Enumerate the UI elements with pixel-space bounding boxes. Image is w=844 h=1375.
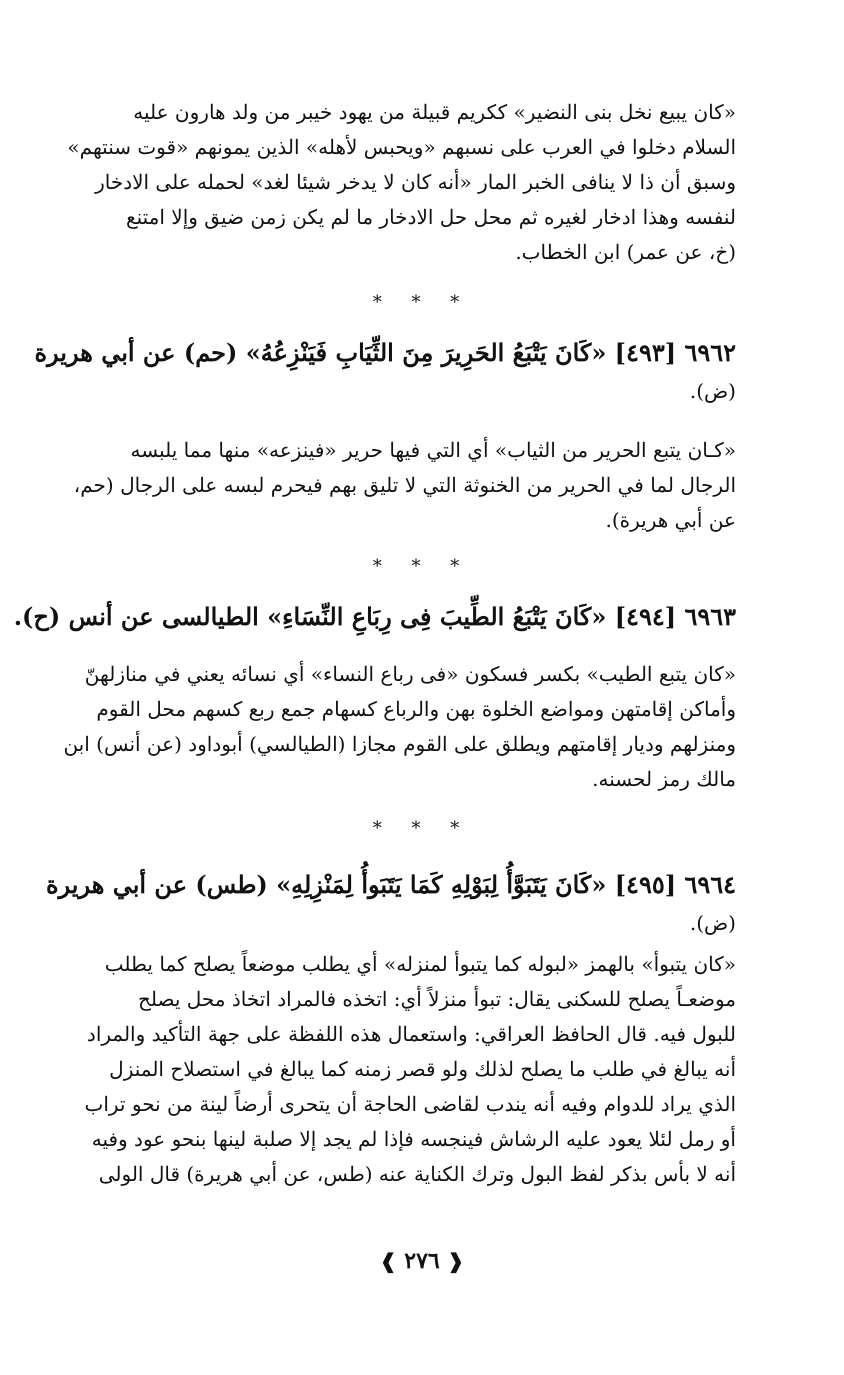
hadith-line: ٦٩٦٣ [٤٩٤] «كَانَ يَتْبَعُ الطِّيبَ فِى رِبَاعِ النِّسَاءِ» الطيالسى عن أنس (ح).	[13, 602, 736, 631]
ornament-icon: ❰	[447, 1249, 465, 1273]
text-line: الذي يراد للدوام وفيه أنه يندب لقاضى الحاجة أن يتحرى أرضاً لينة من نحو تراب	[84, 1092, 736, 1116]
text-line: لنفسه وهذا ادخار لغيره ثم محل حل الادخار ما لم يكن زمن ضيق وإلا امتنع	[125, 205, 736, 229]
text-line: الرجال لما في الحرير من الخنوثة التي لا تليق بهم فيحرم لبسه على الرجال (حم،	[73, 473, 736, 497]
text-line: أنه لا بأس بذكر لفظ البول وترك الكناية عنه (طس، عن أبي هريرة) قال الولى	[98, 1162, 736, 1186]
text-line: للبول فيه. قال الحافظ العراقي: واستعمال هذه اللفظة على جهة التأكيد والمراد	[86, 1022, 736, 1046]
text-line: موضعـاً يصلح للسكنى يقال: تبوأ منزلاً أي: اتخذه فالمراد اتخاذ محل يصلح	[137, 987, 736, 1011]
hadith-heading	[13, 598, 736, 636]
hadith-line: ٦٩٦٤ [٤٩٥] «كَانَ يَتَبَوَّأُ لِبَوْلِهِ كَمَا يَتَبَوأُ لِمَنْزِلِهِ» (طس) عن أبي هريرة	[45, 870, 736, 899]
text-line: أنه يبالغ في طلب ما يصلح لذلك ولو قصر زمنه كما يبالغ في استصلاح المنزل	[109, 1057, 736, 1081]
commentary-paragraph	[52, 947, 736, 1192]
page-number-value: ٢٧٦	[404, 1248, 440, 1274]
hadith-line: ٦٩٦٢ [٤٩٣] «كَانَ يَتْبَعُ الحَرِيرَ مِنَ الثِّيَابِ فَيَنْزِعُهُ» (حم) عن أبي هريرة	[34, 338, 736, 367]
text-line: وأماكن إقامتهن ومواضع الخلوة بهن والرباع كسهام جمع ربع كسهم محل القوم	[96, 697, 736, 721]
text-line: عن أبي هريرة).	[605, 508, 736, 532]
commentary-paragraph	[52, 433, 736, 538]
hadith-line: (ض).	[689, 379, 736, 403]
page-number	[0, 1248, 844, 1274]
section-separator: * * *	[372, 292, 472, 313]
text-line: وسبق أن ذا لا ينافى الخبر المار «أنه كان لا يدخر شيئا لغد» لحمله على الادخار	[95, 170, 736, 194]
text-line: «كان يبيع نخل بنى النضير» ككريم قبيلة من يهود خيبر من ولد هارون عليه	[133, 100, 736, 124]
section-separator: * * *	[372, 818, 472, 839]
text-line: «كـان يتبع الحرير من الثياب» أي التي فيها حرير «فينزعه» منها مما يلبسه	[130, 438, 736, 462]
commentary-paragraph	[52, 95, 736, 270]
text-line: أو رمل لئلا يعود عليه الرشاش فينجسه فإذا لم يجد إلا صلبة لينها بنحو عود وفيه	[91, 1127, 736, 1151]
text-line: (خ، عن عمر) ابن الخطاب.	[515, 240, 736, 264]
ornament-icon: ❱	[379, 1249, 397, 1273]
text-line: ومنزلهم وديار إقامتهم ويطلق على القوم مجازا (الطيالسي) أبوداود (عن أنس) ابن	[63, 732, 736, 756]
text-line: مالك رمز لحسنه.	[592, 767, 736, 791]
text-line: «كان يتبوأ» بالهمز «لبوله كما يتبوأ لمنزله» أي يطلب موضعاً يصلح كما يطلب	[104, 952, 736, 976]
commentary-paragraph	[52, 657, 736, 797]
hadith-heading	[34, 334, 736, 410]
text-line: «كان يتبع الطيب» بكسر فسكون «فى رباع النساء» أي نسائه يعني في منازلهنّ	[84, 662, 736, 686]
text-line: السلام دخلوا في العرب على نسبهم «ويحبس لأهله» الذين يمونهم «قوت سنتهم»	[67, 135, 736, 159]
hadith-heading	[45, 866, 736, 942]
hadith-line: (ض).	[689, 911, 736, 935]
section-separator: * * *	[372, 556, 472, 577]
